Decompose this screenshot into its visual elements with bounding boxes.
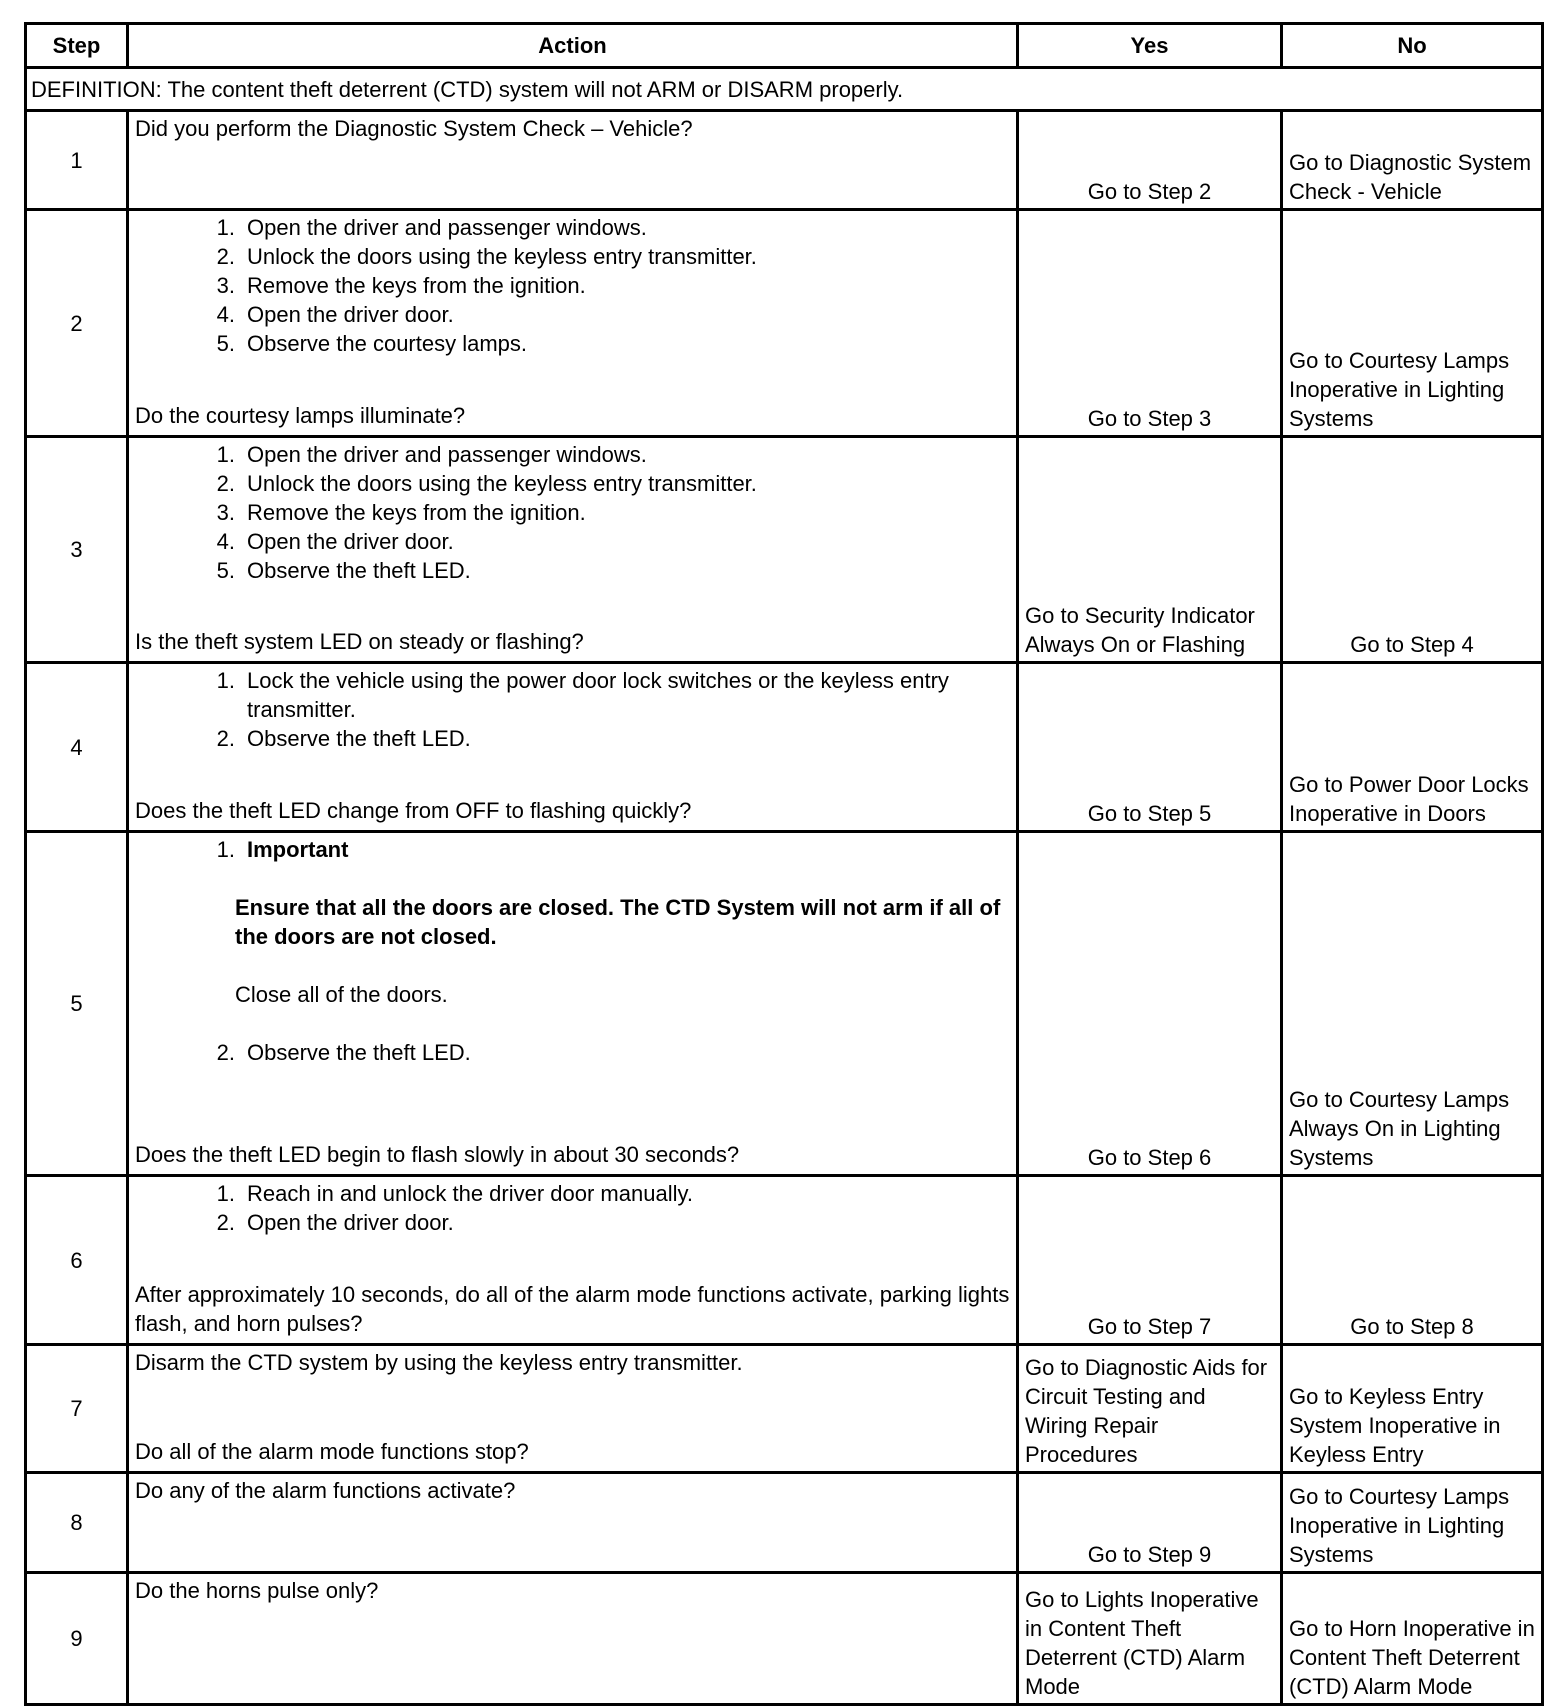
list-item (135, 835, 1010, 864)
header-action: Action (128, 24, 1018, 68)
list-number: 5 . (135, 556, 247, 585)
table-row (26, 111, 1543, 210)
no-result: Go to Courtesy Lamps Always On in Lighting Systems (1282, 832, 1543, 1176)
list-item (135, 242, 1010, 271)
list-item (135, 666, 1010, 724)
list-number: 1 . (135, 213, 247, 242)
list-number: 3 . (135, 271, 247, 300)
no-result: Go to Step 4 (1282, 437, 1543, 663)
definition-text: DEFINITION: The content theft deterrent (CTD) system will not ARM or DISARM properly. (26, 68, 1543, 111)
list-text: Observe the theft LED. (247, 726, 471, 751)
action-cell (128, 832, 1018, 1176)
definition-row (26, 68, 1543, 111)
list-number: 2 . (135, 1208, 247, 1237)
list-item (135, 1208, 1010, 1237)
yes-result: Go to Step 6 (1018, 832, 1282, 1176)
step-number: 4 (26, 663, 128, 832)
list-text: Remove the keys from the ignition. (247, 500, 586, 525)
list-number: 2 . (135, 469, 247, 498)
yes-result: Go to Step 2 (1018, 111, 1282, 210)
list-item (135, 300, 1010, 329)
yes-result: Go to Diagnostic Aids for Circuit Testing and Wiring Repair Procedures (1018, 1345, 1282, 1473)
step-list (135, 1038, 1010, 1067)
action-content (135, 1348, 1010, 1466)
list-number: 1 . (135, 1179, 247, 1208)
table-row (26, 663, 1543, 832)
list-number: 2 . (135, 242, 247, 271)
action-question: Is the theft system LED on steady or flashing? (135, 629, 584, 654)
action-content (135, 440, 1010, 656)
spacer (135, 951, 1010, 980)
list-item (135, 440, 1010, 469)
spacer (135, 864, 1010, 893)
step-number: 7 (26, 1345, 128, 1473)
yes-result: Go to Step 5 (1018, 663, 1282, 832)
action-question: Do all of the alarm mode functions stop? (135, 1439, 529, 1464)
action-question: Does the theft LED begin to flash slowly in about 30 seconds? (135, 1142, 740, 1167)
action-cell (128, 437, 1018, 663)
no-result: Go to Horn Inoperative in Content Theft Deterrent (CTD) Alarm Mode (1282, 1573, 1543, 1705)
no-result: Go to Step 8 (1282, 1176, 1543, 1345)
action-question: Does the theft LED change from OFF to flashing quickly? (135, 798, 692, 823)
list-number: 1 . (135, 835, 247, 864)
yes-result: Go to Step 3 (1018, 210, 1282, 437)
list-number: 1 . (135, 440, 247, 469)
action-content (135, 1576, 1010, 1698)
list-text: Lock the vehicle using the power door lock switches or the keyless entry transmitter. (247, 668, 949, 722)
list-text: Open the driver door. (247, 529, 454, 554)
action-cell (128, 1345, 1018, 1473)
list-item (135, 1179, 1010, 1208)
yes-result: Go to Security Indicator Always On or Flashing (1018, 437, 1282, 663)
action-cell (128, 1473, 1018, 1573)
list-item (135, 469, 1010, 498)
list-text: Reach in and unlock the driver door manually. (247, 1181, 693, 1206)
no-result: Go to Courtesy Lamps Inoperative in Lighting Systems (1282, 1473, 1543, 1573)
list-item (135, 724, 1010, 753)
action-cell (128, 663, 1018, 832)
step-number: 5 (26, 832, 128, 1176)
action-question: Did you perform the Diagnostic System Check – Vehicle? (135, 116, 693, 141)
step-number: 1 (26, 111, 128, 210)
action-lead: Disarm the CTD system by using the keyless entry transmitter. (135, 1350, 743, 1375)
step-list (135, 213, 1010, 358)
step-number: 3 (26, 437, 128, 663)
list-number: 4 . (135, 527, 247, 556)
list-text: Observe the theft LED. (247, 1040, 471, 1065)
important-title: Important (247, 837, 349, 862)
list-text: Open the driver and passenger windows. (247, 215, 647, 240)
important-instruction: Close all of the doors. (235, 982, 448, 1007)
list-text: Open the driver door. (247, 302, 454, 327)
list-number: 1 . (135, 666, 247, 724)
step-number: 6 (26, 1176, 128, 1345)
action-question: Do the courtesy lamps illuminate? (135, 403, 466, 428)
yes-result: Go to Step 7 (1018, 1176, 1282, 1345)
header-row (26, 24, 1543, 68)
action-content (135, 1476, 1010, 1566)
table-row (26, 210, 1543, 437)
table-row (26, 1473, 1543, 1573)
no-result: Go to Diagnostic System Check - Vehicle (1282, 111, 1543, 210)
step-list (135, 666, 1010, 753)
diagnostic-table (24, 22, 1544, 1706)
list-item (135, 213, 1010, 242)
list-item (135, 271, 1010, 300)
header-step: Step (26, 24, 128, 68)
action-cell (128, 1573, 1018, 1705)
no-result: Go to Courtesy Lamps Inoperative in Lighting Systems (1282, 210, 1543, 437)
action-content (135, 114, 1010, 203)
action-content (135, 1179, 1010, 1338)
action-question: Do the horns pulse only? (135, 1578, 379, 1603)
step-list (135, 440, 1010, 585)
table-row (26, 1345, 1543, 1473)
step-number: 9 (26, 1573, 128, 1705)
list-number: 3 . (135, 498, 247, 527)
list-item (135, 329, 1010, 358)
important-note: Ensure that all the doors are closed. The CTD System will not arm if all of the doors are not closed. (235, 895, 1001, 949)
action-content (135, 213, 1010, 430)
step-list (135, 835, 1010, 864)
table-row (26, 1176, 1543, 1345)
list-text: Observe the courtesy lamps. (247, 331, 528, 356)
list-text: Open the driver and passenger windows. (247, 442, 647, 467)
action-question: Do any of the alarm functions activate? (135, 1478, 516, 1503)
no-result: Go to Keyless Entry System Inoperative in Keyless Entry (1282, 1345, 1543, 1473)
list-text: Remove the keys from the ignition. (247, 273, 586, 298)
list-number: 2 . (135, 1038, 247, 1067)
header-yes: Yes (1018, 24, 1282, 68)
action-cell (128, 1176, 1018, 1345)
list-item (135, 556, 1010, 585)
no-result: Go to Power Door Locks Inoperative in Doors (1282, 663, 1543, 832)
list-text: Open the driver door. (247, 1210, 454, 1235)
step-list (135, 1179, 1010, 1237)
action-cell (128, 210, 1018, 437)
list-item (135, 498, 1010, 527)
step-number: 8 (26, 1473, 128, 1573)
action-question: After approximately 10 seconds, do all of the alarm mode functions activate, parking lights flash, and horn pulses? (135, 1282, 1010, 1336)
yes-result: Go to Step 9 (1018, 1473, 1282, 1573)
step-number: 2 (26, 210, 128, 437)
action-cell (128, 111, 1018, 210)
list-number: 2 . (135, 724, 247, 753)
header-no: No (1282, 24, 1543, 68)
list-item (135, 527, 1010, 556)
list-text: Unlock the doors using the keyless entry transmitter. (247, 244, 757, 269)
table-row (26, 832, 1543, 1176)
list-text: Unlock the doors using the keyless entry transmitter. (247, 471, 757, 496)
action-content (135, 835, 1010, 1169)
table-row (26, 437, 1543, 663)
list-number: 5 . (135, 329, 247, 358)
list-number: 4 . (135, 300, 247, 329)
table-row (26, 1573, 1543, 1705)
action-content (135, 666, 1010, 825)
list-text: Observe the theft LED. (247, 558, 471, 583)
list-item (135, 1038, 1010, 1067)
yes-result: Go to Lights Inoperative in Content Theft Deterrent (CTD) Alarm Mode (1018, 1573, 1282, 1705)
spacer (135, 1009, 1010, 1038)
